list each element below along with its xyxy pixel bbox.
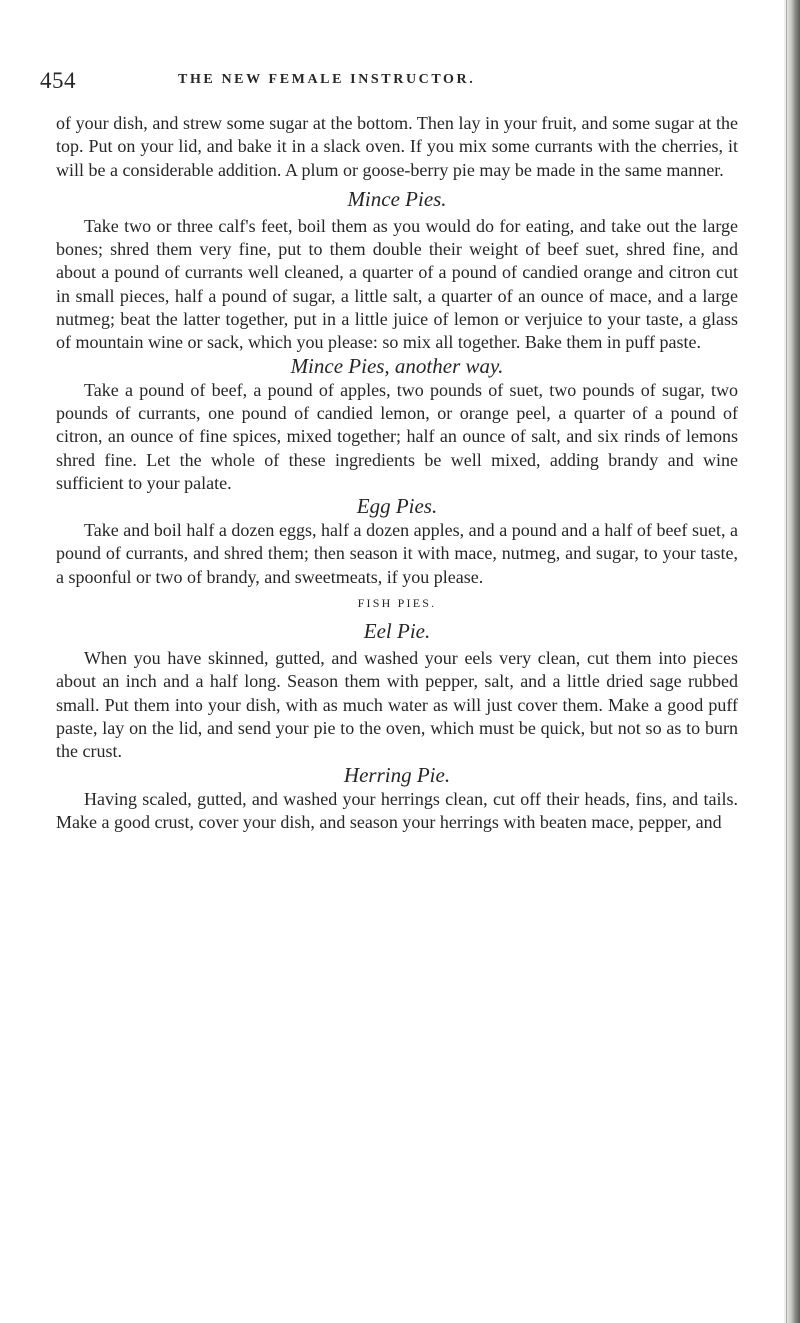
section-title-fish-pies: FISH PIES. [357, 596, 437, 611]
recipe-title-herring-pie: Herring Pie. [343, 762, 451, 787]
intro-paragraph: of your dish, and strew some sugar at the bottom. Then lay in your fruit, and some sugar at the top. Put on your lid, and bake it in a slack oven. If you mix some currants with the cherries, it will be a considerable addition. A plum or goose-berry pie may be made in the same manner. [56, 113, 738, 180]
recipe-title-mince-pies-another-way: Mince Pies, another way. [290, 353, 504, 378]
recipe-title-egg-pies: Egg Pies. [356, 494, 438, 519]
recipe-body-herring-pie: Having scaled, gutted, and washed your herrings clean, cut off their heads, fins, and tails. Make a good crust, cover your dish, and season your herrings with beaten mace, pepper, and [56, 788, 738, 832]
page-number: 454 [40, 68, 76, 93]
recipe-body-egg-pies: Take and boil half a dozen eggs, half a dozen apples, and a pound and a half of beef suet, a pound of currants, and shred them; then season it with mace, nutmeg, and sugar, to your taste, a spoonful or two of brandy, and sweetmeats, if you please. [56, 520, 738, 587]
running-head: THE NEW FEMALE INSTRUCTOR. [178, 72, 476, 87]
page-edge [784, 0, 800, 1323]
page-body [56, 112, 738, 834]
recipe-title-mince-pies: Mince Pies. [347, 186, 447, 211]
recipe-title-eel-pie: Eel Pie. [363, 619, 431, 644]
recipe-body-mince-pies-another-way: Take a pound of beef, a pound of apples, two pounds of suet, two pounds of sugar, two pounds of currants, one pound of candied lemon, or orange peel, a quarter of a pound of citron, an ounce of fine spices, mixed together; half an ounce of salt, and six rinds of lemons shred fine. Let the whole of these ingredients be well mixed, adding brandy and wine sufficient to your palate. [56, 379, 738, 493]
recipe-body-mince-pies: Take two or three calf's feet, boil them as you would do for eating, and take out the large bones; shred them very fine, put to them double their weight of beef suet, shred fine, and about a pound of currants well cleaned, a quarter of a pound of candied orange and citron cut in small pieces, half a pound of sugar, a little salt, a quarter of an ounce of mace, and a large nutmeg; beat the latter together, put in a little juice of lemon or verjuice to your taste, a glass of mountain wine or sack, which you please: so mix all together. Bake them in puff paste. [56, 215, 738, 353]
page-header [40, 68, 740, 98]
recipe-body-eel-pie: When you have skinned, gutted, and washed your eels very clean, cut them into pieces about an inch and a half long. Season them with pepper, salt, and a little dried sage rubbed small. Put them into your dish, with as much water as will just cover them. Make a good puff paste, lay on the lid, and send your pie to the oven, which must be quick, but not so as to burn the crust. [56, 648, 738, 762]
